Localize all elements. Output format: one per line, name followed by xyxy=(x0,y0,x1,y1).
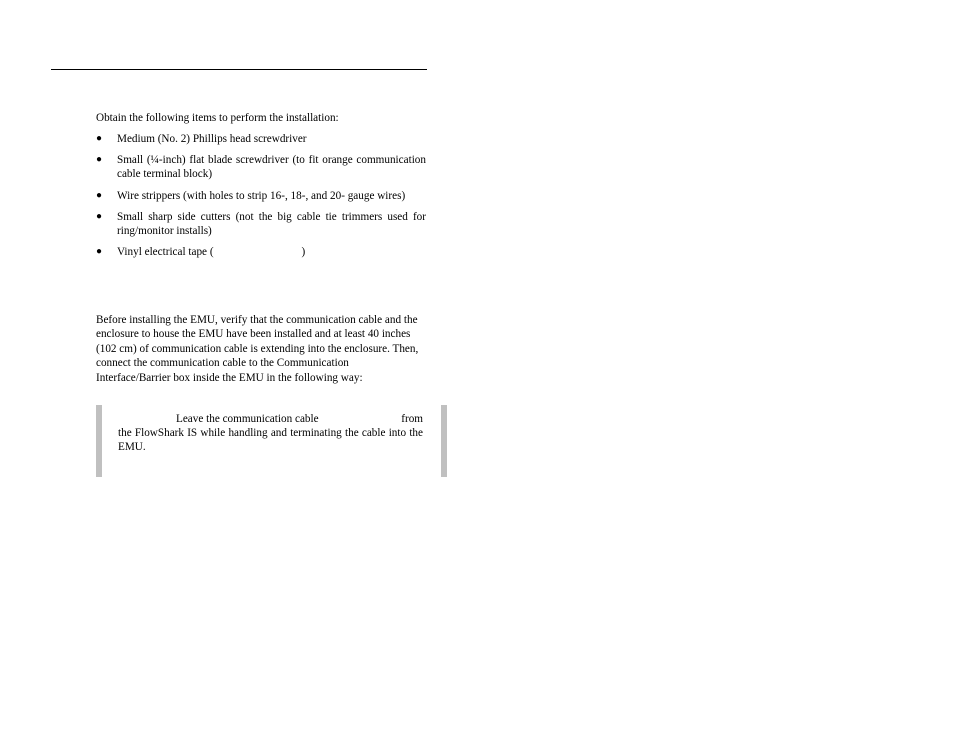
note-bar-right xyxy=(441,405,447,477)
list-item-text: Medium (No. 2) Phillips head screwdriver xyxy=(117,133,307,145)
list-item xyxy=(96,189,426,203)
tool-list xyxy=(96,132,426,266)
bullet-icon: ● xyxy=(96,154,103,166)
list-item xyxy=(96,245,426,259)
bullet-icon: ● xyxy=(96,133,103,144)
list-item-text-end: ) xyxy=(301,246,306,259)
note-bar-left xyxy=(96,405,102,477)
bullet-icon: ● xyxy=(96,210,103,222)
note-text xyxy=(118,412,423,455)
list-item-text: Small sharp side cutters (not the big cable tie trimmers used for ring/monitor installs) xyxy=(117,210,426,238)
list-item-text: Wire strippers (with holes to strip 16-, 18-, and 20- gauge wires) xyxy=(117,189,406,202)
note-text-part3: the FlowShark IS while handling and terminating the cable into the EMU. xyxy=(118,427,423,454)
list-item-text-start: Vinyl electrical tape ( xyxy=(117,246,214,259)
list-item-text: Small (¼-inch) flat blade screwdriver (to fit orange communication cable terminal block) xyxy=(117,154,426,181)
bullet-icon: ● xyxy=(96,246,103,258)
header-rule xyxy=(51,69,427,70)
bullet-icon: ● xyxy=(96,189,103,201)
note-text-part1: Leave the communication cable xyxy=(176,413,319,425)
list-item xyxy=(96,132,426,146)
procedure-paragraph: Before installing the EMU, verify that the communication cable and the enclosure to house the EMU have been installed and at least 40 inches (102 cm) of communication cable is extending into the enclosure. Then, connect the communication cable to the Communication Interface/Barrier box inside the EMU in the following way: xyxy=(96,314,419,384)
list-item xyxy=(96,210,426,238)
intro-text: Obtain the following items to perform the installation: xyxy=(96,112,339,124)
note-box xyxy=(96,405,447,477)
note-text-part2: from xyxy=(401,413,423,425)
list-item xyxy=(96,153,426,181)
